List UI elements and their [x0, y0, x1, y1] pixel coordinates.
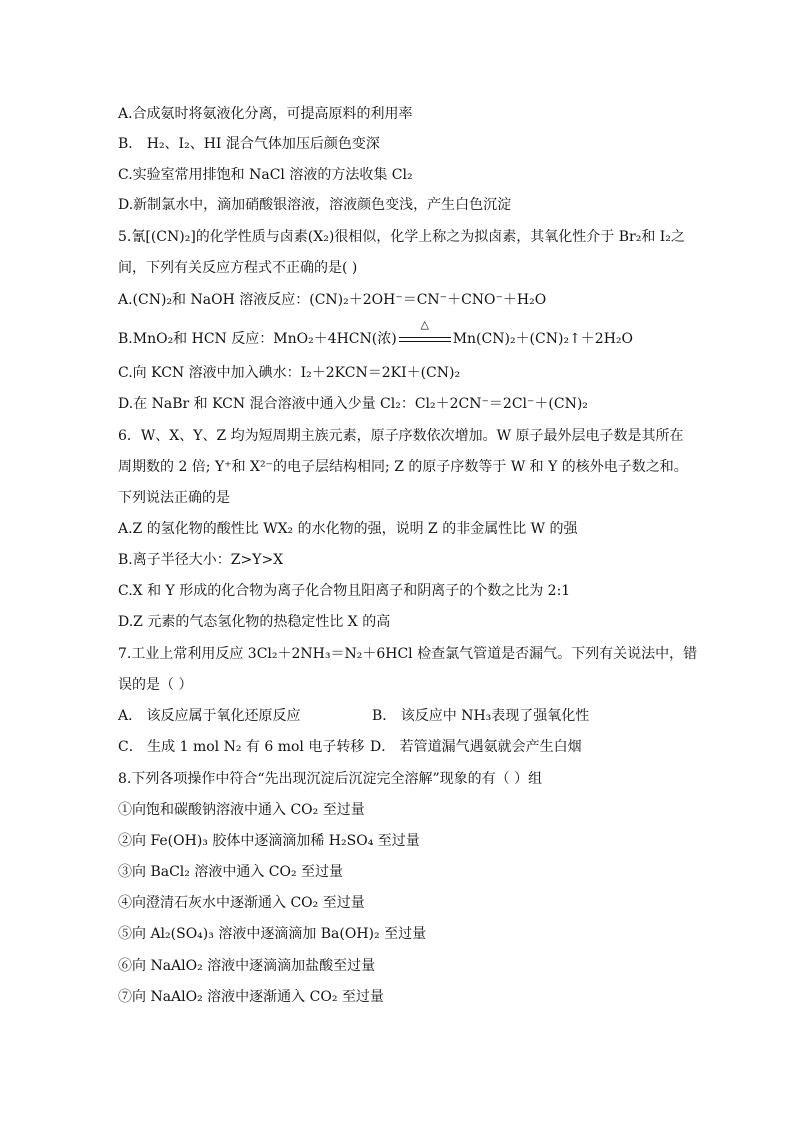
reaction-condition: [399, 318, 451, 349]
q6-stem-line1: 6．W、X、Y、Z 均为短周期主族元素，原子序数依次增加。W 原子最外层电子数是其所在: [118, 428, 684, 444]
q6-option-c: C.X 和 Y 形成的化合物为离子化合物且阳离子和阴离子的个数之比为 2:1: [118, 583, 571, 599]
q8-item-7: ⑦向 NaAlO₂ 溶液中逐渐通入 CO₂ 至过量: [118, 989, 384, 1005]
heat-symbol: △: [420, 318, 429, 331]
q5-option-c: C.向 KCN 溶液中加入碘水：I₂＋2KCN＝2KI＋(CN)₂: [118, 365, 461, 381]
q5-stem-line1: 5.氰[(CN)₂]的化学性质与卤素(X₂)很相似，化学上称之为拟卤素，其氧化性介于 Br₂和 I₂之: [118, 229, 685, 245]
q4-option-c: C.实验室常用排饱和 NaCl 溶液的方法收集 Cl₂: [118, 167, 413, 183]
q8-item-1: ①向饱和碳酸钠溶液中通入 CO₂ 至过量: [118, 802, 365, 818]
q4-option-d: D.新制氯水中，滴加硝酸银溶液，溶液颜色变浅，产生白色沉淀: [118, 197, 512, 213]
q7-stem-line1: 7.工业上常利用反应 3Cl₂＋2NH₃＝N₂＋6HCl 检查氯气管道是否漏气。下列有关说法中，错: [118, 646, 698, 662]
q7-option-b: B． 该反应中 NH₃表现了强氧化性: [372, 708, 590, 724]
q6-option-d: D.Z 元素的气态氢化物的热稳定性比 X 的高: [118, 614, 391, 630]
q5-stem-line2: 间，下列有关反应方程式不正确的是( ): [118, 260, 358, 276]
q8-item-4: ④向澄清石灰水中逐渐通入 CO₂ 至过量: [118, 895, 365, 911]
q5-option-b: [118, 318, 633, 349]
q5-option-d: D.在 NaBr 和 KCN 混合溶液中通入少量 Cl₂：Cl₂＋2CN⁻＝2Cl⁻＋(CN)₂: [118, 396, 588, 412]
q5-option-b-right: Mn(CN)₂＋(CN)₂↑＋2H₂O: [452, 331, 633, 347]
q6-option-a: A.Z 的氢化物的酸性比 WX₂ 的水化物的强，说明 Z 的非金属性比 W 的强: [118, 521, 578, 537]
q8-item-3: ③向 BaCl₂ 溶液中通入 CO₂ 至过量: [118, 864, 344, 880]
q5-option-b-left: B.MnO₂和 HCN 反应：MnO₂＋4HCN(浓): [118, 331, 397, 347]
q6-stem-line3: 下列说法正确的是: [118, 490, 230, 506]
equals-sign: [399, 337, 451, 342]
q7-stem-line2: 误的是（ ）: [118, 677, 193, 693]
q8-item-2: ②向 Fe(OH)₃ 胶体中逐滴滴加稀 H₂SO₄ 至过量: [118, 833, 420, 849]
q4-option-a: A.合成氨时将氨液化分离，可提高原料的利用率: [118, 106, 413, 122]
q7-option-d: D． 若管道漏气遇氨就会产生白烟: [370, 739, 582, 755]
q8-stem: 8.下列各项操作中符合“先出现沉淀后沉淀完全溶解”现象的有（ ）组: [118, 771, 543, 787]
q4-option-b: B． H₂、I₂、HI 混合气体加压后颜色变深: [118, 136, 380, 152]
q6-stem-line2: 周期数的 2 倍; Y⁺和 X²⁻的电子层结构相同; Z 的原子序数等于 W 和 Y 的核外电子数之和。: [118, 459, 688, 475]
q5-option-a: A.(CN)₂和 NaOH 溶液反应：(CN)₂＋2OH⁻＝CN⁻＋CNO⁻＋H₂O: [118, 292, 547, 308]
q8-item-5: ⑤向 Al₂(SO₄)₃ 溶液中逐滴滴加 Ba(OH)₂ 至过量: [118, 926, 427, 942]
q6-option-b: B.离子半径大小：Z>Y>X: [118, 552, 284, 568]
q7-option-c: C． 生成 1 mol N₂ 有 6 mol 电子转移: [118, 739, 365, 755]
q7-option-a: A． 该反应属于氧化还原反应: [118, 708, 301, 724]
q8-item-6: ⑥向 NaAlO₂ 溶液中逐滴滴加盐酸至过量: [118, 958, 376, 974]
